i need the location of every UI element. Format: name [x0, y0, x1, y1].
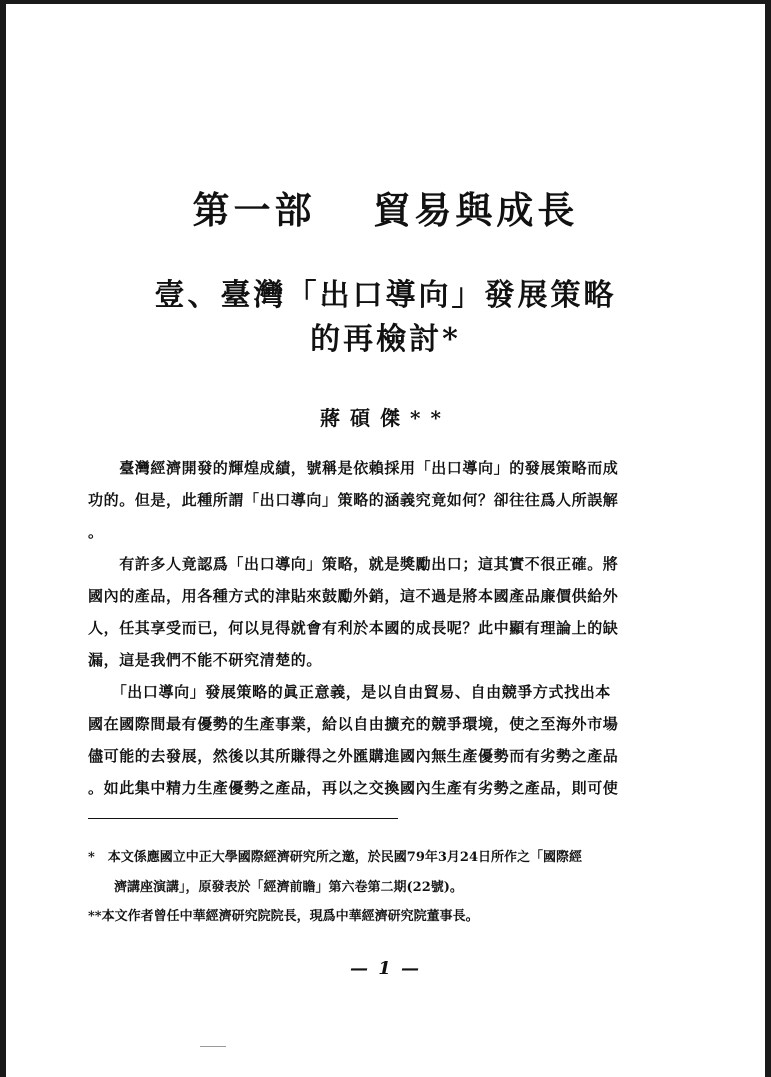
paragraph-line: 漏，這是我們不能不研究清楚的。 [88, 651, 323, 669]
scan-edge-left [0, 0, 6, 1077]
footnote-line: **本文作者曾任中華經濟研究院院長，現爲中華經濟研究院董事長。 [88, 909, 479, 924]
paragraph-1 [88, 452, 664, 548]
paragraph-2 [88, 548, 664, 676]
scan-edge-right [765, 0, 771, 1077]
paragraph-line: 臺灣經濟開發的輝煌成績，號稱是依賴採用「出口導向」的發展策略而成 [88, 459, 619, 477]
paragraph-line: 儘可能的去發展，然後以其所賺得之外匯購進國內無生產優勢而有劣勢之產品 [88, 747, 619, 765]
paragraph-line: 。如此集中精力生產優勢之產品，再以之交換國內生產有劣勢之產品，則可使 [88, 779, 619, 797]
paragraph-3 [88, 676, 664, 804]
page-number: — 1 — [349, 958, 422, 979]
author-name: 蔣碩傑** [320, 406, 451, 430]
footnote-1 [88, 843, 678, 903]
footnote-2 [88, 902, 678, 932]
paragraph-line: 國在國際間最有優勢的生產事業，給以自由擴充的競爭環境，使之至海外市場 [88, 715, 619, 733]
paragraph-line: 。 [88, 523, 104, 541]
scan-artifact [200, 1046, 226, 1047]
chapter-title-line-2: 的再檢討* [310, 322, 461, 357]
paragraph-line: 人，任其享受而已，何以見得就會有利於本國的成長呢？此中顯有理論上的缺 [88, 619, 619, 637]
chapter-title-line-1: 壹、臺灣「出口導向」發展策略 [154, 278, 617, 313]
scan-edge-top [0, 0, 771, 4]
footnote-line: * 本文係應國立中正大學國際經濟研究所之邀，於民國79年3月24日所作之「國際經 [88, 850, 583, 865]
part-title: 第一部 貿易與成長 [192, 188, 579, 232]
paragraph-line: 有許多人竟認爲「出口導向」策略，就是獎勵出口；這其實不很正確。將 [88, 555, 619, 573]
paragraph-line: 「出口導向」發展策略的眞正意義，是以自由貿易、自由競爭方式找出本 [88, 683, 611, 701]
paragraph-line: 國內的產品，用各種方式的津貼來鼓勵外銷，這不過是將本國產品廉價供給外 [88, 587, 619, 605]
footnote-line: 濟講座演講」，原發表於「經濟前瞻」第六卷第二期(22號)。 [88, 880, 463, 895]
paragraph-line: 功的。但是，此種所謂「出口導向」策略的涵義究竟如何？卻往往爲人所誤解 [88, 491, 619, 509]
footnote-divider [88, 818, 398, 819]
